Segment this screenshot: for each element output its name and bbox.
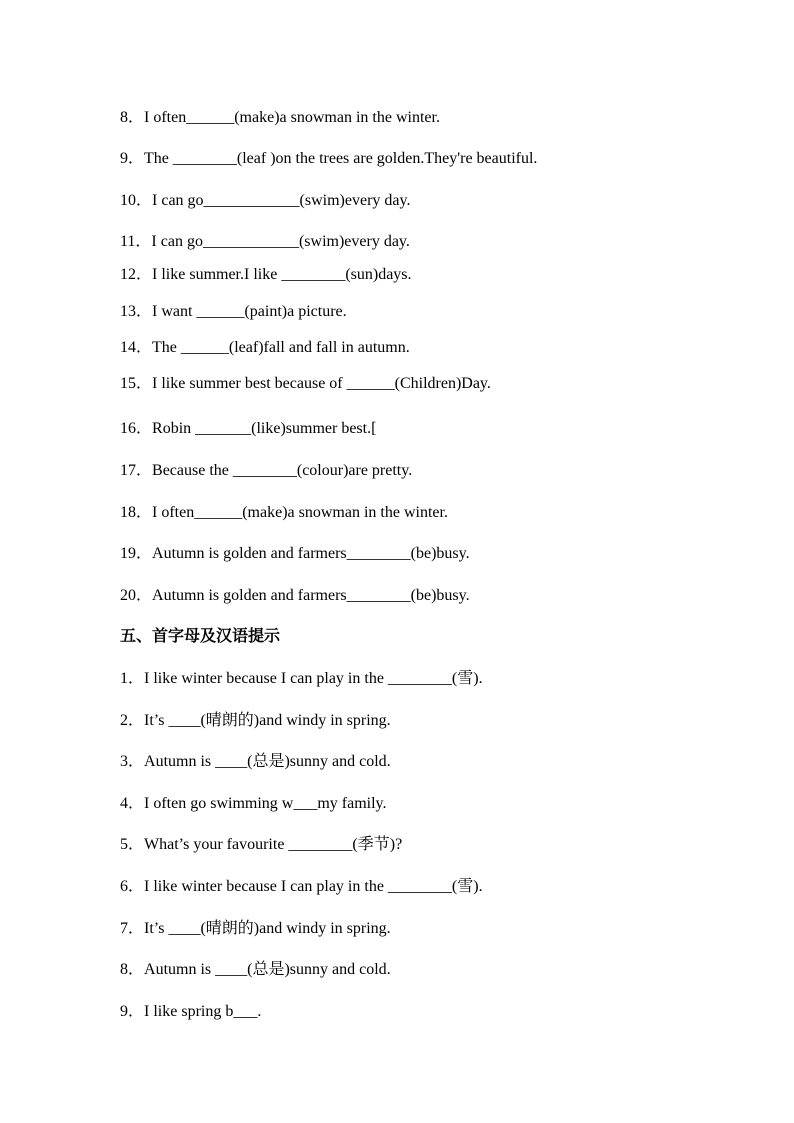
item-text: The ______(leaf)fall and fall in autumn. xyxy=(152,339,410,356)
exercise-item xyxy=(120,794,740,814)
exercise-item xyxy=(120,232,740,252)
item-number: 9． xyxy=(120,150,145,167)
item-text: Autumn is ____(总是)sunny and cold. xyxy=(144,961,391,978)
item-number: 9． xyxy=(120,1003,145,1020)
exercise-item xyxy=(120,669,740,689)
exercise-item xyxy=(120,586,740,606)
exercise-item xyxy=(120,461,740,481)
item-text: Autumn is golden and farmers________(be)busy. xyxy=(152,545,470,562)
item-number: 20． xyxy=(120,587,153,604)
item-number: 19． xyxy=(120,545,153,562)
item-number: 16． xyxy=(120,420,153,437)
item-number: 6． xyxy=(120,878,145,895)
exercise-item xyxy=(120,149,740,169)
item-text: I often______(make)a snowman in the winter. xyxy=(144,109,440,126)
item-text: I like summer best because of ______(Children)Day. xyxy=(152,375,491,392)
exercise-item xyxy=(120,503,740,523)
item-number: 18． xyxy=(120,504,153,521)
exercise-item xyxy=(120,374,740,394)
exercise-item xyxy=(120,752,740,772)
item-text: What’s your favourite ________(季节)? xyxy=(144,836,403,853)
exercise-item xyxy=(120,338,740,358)
item-number: 4． xyxy=(120,795,145,812)
item-number: 2． xyxy=(120,712,145,729)
section-heading: 五、首字母及汉语提示 xyxy=(120,626,281,645)
item-text: Autumn is ____(总是)sunny and cold. xyxy=(144,753,391,770)
item-number: 14． xyxy=(120,339,153,356)
exercise-item xyxy=(120,419,740,439)
item-number: 8． xyxy=(120,961,145,978)
item-number: 12． xyxy=(120,266,153,283)
exercise-item xyxy=(120,960,740,980)
item-number: 17． xyxy=(120,462,153,479)
item-text: Because the ________(colour)are pretty. xyxy=(152,462,413,479)
item-number: 13． xyxy=(120,303,153,320)
exercise-item xyxy=(120,265,740,285)
item-text: The ________(leaf )on the trees are golden.They're beautiful. xyxy=(144,150,538,167)
exercise-item xyxy=(120,919,740,939)
exercise-item xyxy=(120,302,740,322)
item-text: Autumn is golden and farmers________(be)busy. xyxy=(152,587,470,604)
exercise-item xyxy=(120,877,740,897)
item-text: I can go____________(swim)every day. xyxy=(151,233,410,250)
item-text: I often go swimming w___my family. xyxy=(144,795,387,812)
exercise-item xyxy=(120,191,740,211)
exercise-item xyxy=(120,1002,740,1022)
item-number: 15． xyxy=(120,375,153,392)
item-text: I like winter because I can play in the ________(雪). xyxy=(144,670,483,687)
item-number: 1． xyxy=(120,670,145,687)
exercise-item xyxy=(120,108,740,128)
item-number: 8． xyxy=(120,109,145,126)
item-number: 7． xyxy=(120,920,145,937)
item-number: 3． xyxy=(120,753,145,770)
exercise-item xyxy=(120,544,740,564)
exercise-item xyxy=(120,835,740,855)
item-text: I can go____________(swim)every day. xyxy=(152,192,411,209)
item-text: It’s ____(晴朗的)and windy in spring. xyxy=(144,920,391,937)
item-text: I like spring b___. xyxy=(144,1003,262,1020)
item-number: 5． xyxy=(120,836,145,853)
item-number: 11． xyxy=(120,233,152,250)
item-text: I want ______(paint)a picture. xyxy=(152,303,347,320)
item-text: I like summer.I like ________(sun)days. xyxy=(152,266,412,283)
item-text: I often______(make)a snowman in the winter. xyxy=(152,504,448,521)
item-text: I like winter because I can play in the ________(雪). xyxy=(144,878,483,895)
exercise-item xyxy=(120,711,740,731)
item-text: Robin _______(like)summer best.[ xyxy=(152,420,377,437)
item-text: It’s ____(晴朗的)and windy in spring. xyxy=(144,712,391,729)
item-number: 10． xyxy=(120,192,153,209)
